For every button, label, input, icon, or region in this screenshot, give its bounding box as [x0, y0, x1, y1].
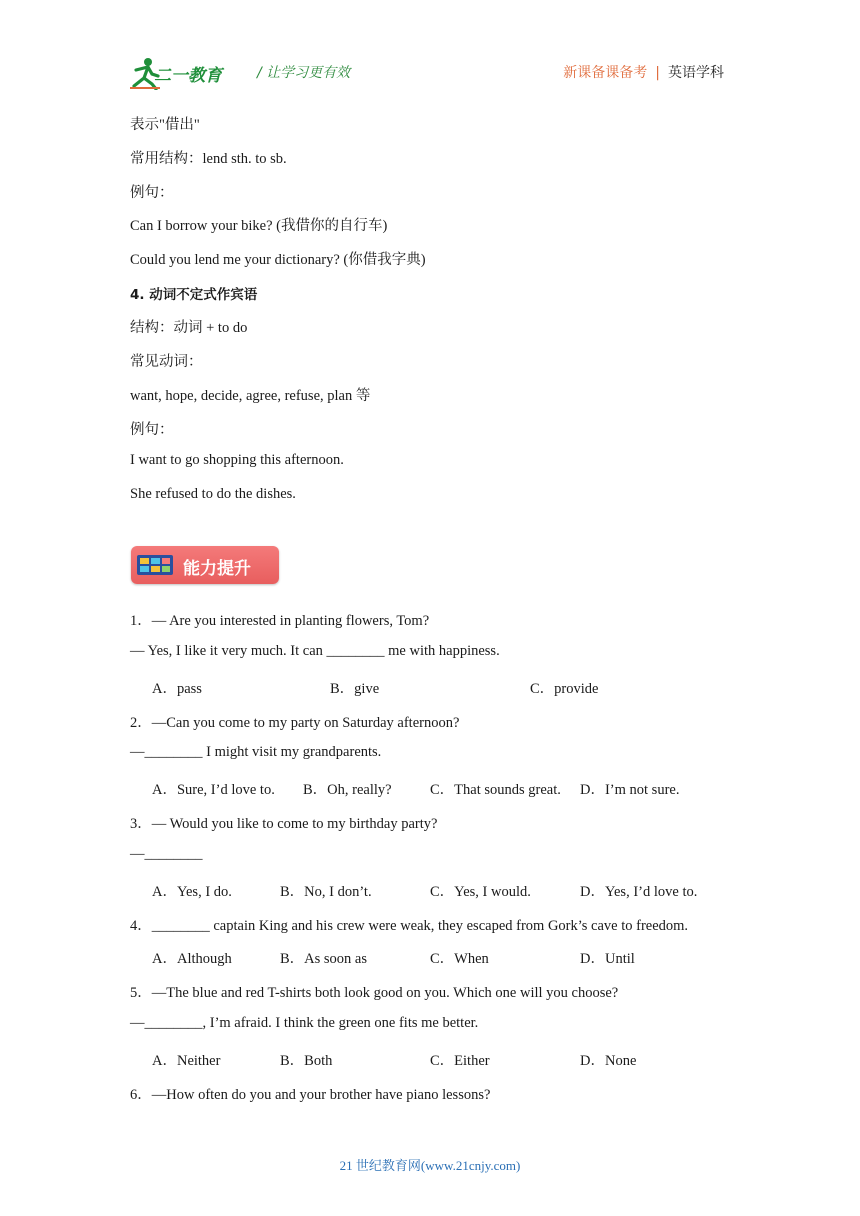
option-a: A．Neither	[152, 1053, 221, 1069]
question-stem: 4．________ captain King and his crew were weak, they escaped from Gork’s cave to freedom.	[130, 918, 689, 934]
logo-text: 二一教育	[154, 66, 222, 86]
text-line: 结构：动词 + to do	[130, 320, 248, 336]
question-answer-line: —________ I might visit my grandparents.	[130, 744, 382, 760]
example-sentence: Could you lend me your dictionary? (你借我字典)	[130, 252, 426, 268]
text-line: want, hope, decide, agree, refuse, plan 等	[130, 388, 371, 404]
text-line: 常用结构：lend sth. to sb.	[130, 151, 287, 167]
option-c: C．When	[430, 951, 489, 967]
example-sentence: Can I borrow your bike? (我借你的自行车)	[130, 218, 388, 234]
header-right	[563, 62, 724, 82]
header-subject: 英语学科	[668, 65, 724, 81]
header-tagline: 新课备课备考	[563, 65, 648, 81]
option-a: A．Yes, I do.	[152, 884, 232, 900]
option-a: A．pass	[152, 681, 202, 697]
option-a: A．Sure, I’d love to.	[152, 782, 275, 798]
option-c: C．Either	[430, 1053, 490, 1069]
badge-label: 能力提升	[183, 559, 251, 579]
example-sentence: She refused to do the dishes.	[130, 486, 296, 502]
example-sentence: I want to go shopping this afternoon.	[130, 452, 344, 468]
option-c: C．That sounds great.	[430, 782, 561, 798]
option-b: B．Both	[280, 1053, 333, 1069]
option-d: D．I’m not sure.	[580, 782, 680, 798]
text-line: 例句：	[130, 185, 174, 201]
section-heading: 4. 动词不定式作宾语	[130, 287, 258, 303]
question-answer-line: —________	[130, 846, 203, 862]
header-separator: |	[655, 65, 660, 81]
question-answer-line: — Yes, I like it very much. It can ________ me with happiness.	[130, 643, 500, 659]
option-b: B．No, I don’t.	[280, 884, 372, 900]
option-d: D．None	[580, 1053, 637, 1069]
option-b: B．give	[330, 681, 380, 697]
question-stem: 6．—How often do you and your brother have piano lessons?	[130, 1087, 491, 1103]
option-b: B．Oh, really?	[303, 782, 392, 798]
question-stem: 3．— Would you like to come to my birthday party?	[130, 816, 438, 832]
text-line: 常见动词：	[130, 354, 203, 370]
option-a: A．Although	[152, 951, 232, 967]
question-stem: 2．—Can you come to my party on Saturday afternoon?	[130, 715, 460, 731]
header-slogan: / 让学习更有效	[257, 65, 351, 81]
option-c: C．provide	[530, 681, 599, 697]
option-b: B．As soon as	[280, 951, 368, 967]
question-stem: 5．—The blue and red T-shirts both look good on you. Which one will you choose?	[130, 985, 619, 1001]
question-answer-line: —________, I’m afraid. I think the green one fits me better.	[130, 1015, 479, 1031]
option-c: C．Yes, I would.	[430, 884, 531, 900]
text-line: 表示"借出"	[130, 117, 200, 133]
question-stem: 1．— Are you interested in planting flowers, Tom?	[130, 613, 430, 629]
option-d: D．Until	[580, 951, 635, 967]
page-footer: 21 世纪教育网(www.21cnjy.com)	[339, 1158, 521, 1173]
logo	[130, 56, 240, 90]
option-d: D．Yes, I’d love to.	[580, 884, 698, 900]
grid-icon	[137, 555, 173, 575]
text-line: 例句：	[130, 422, 174, 438]
page-header	[130, 56, 730, 90]
section-badge	[131, 546, 279, 584]
